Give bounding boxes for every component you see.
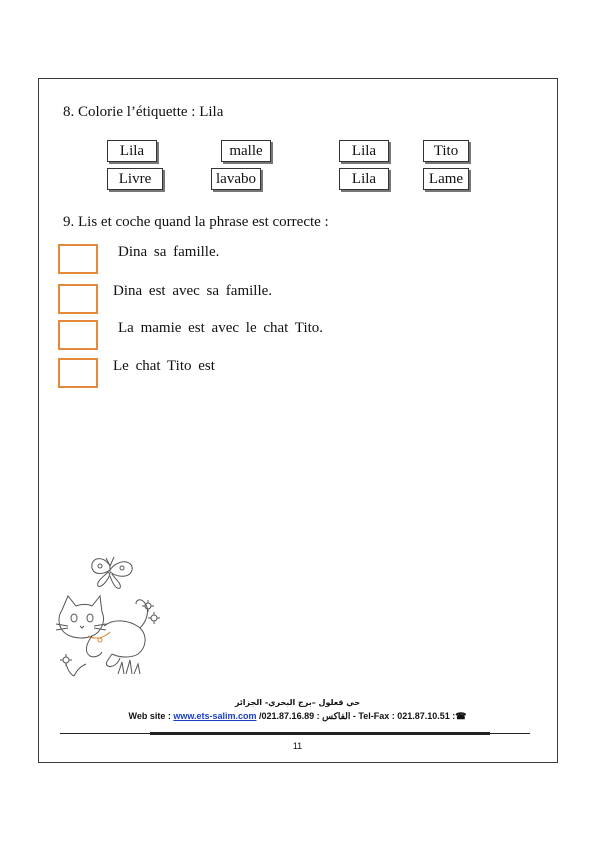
label-tag[interactable]: Lila (107, 140, 157, 162)
web-site-label: Web site : (128, 711, 174, 721)
label-tag[interactable]: lavabo (211, 168, 261, 190)
label-tag[interactable]: Livre (107, 168, 163, 190)
contact-numbers: /021.87.16.89 : الفاكس - Tel-Fax : 021.87.10.51 :☎ (256, 711, 467, 721)
question-9-title: 9. Lis et coche quand la phrase est correcte : (63, 214, 329, 230)
footer-contact (0, 711, 595, 722)
check-box-4[interactable] (58, 358, 98, 388)
page-number: 11 (292, 741, 303, 751)
label-tag[interactable]: Lila (339, 140, 389, 162)
check-box-1[interactable] (58, 244, 98, 274)
sentence-1: Dina sa famille. (118, 244, 220, 260)
check-box-2[interactable] (58, 284, 98, 314)
website-link[interactable]: www.ets-salim.com (173, 711, 257, 721)
question-8-title: 8. Colorie l’étiquette : Lila (63, 104, 224, 120)
footer-address: حي قعلول –برج البحري- الجزائر (234, 698, 361, 707)
cat-butterfly-illustration (48, 548, 168, 678)
label-tag[interactable]: Lila (339, 168, 389, 190)
check-box-3[interactable] (58, 320, 98, 350)
label-tag[interactable]: Lame (423, 168, 469, 190)
footer-divider-thick (150, 732, 490, 735)
label-tag[interactable]: malle (221, 140, 271, 162)
sentence-4: Le chat Tito est (113, 358, 215, 374)
sentence-2: Dina est avec sa famille. (113, 283, 273, 299)
sentence-3: La mamie est avec le chat Tito. (118, 320, 324, 336)
label-tag[interactable]: Tito (423, 140, 469, 162)
